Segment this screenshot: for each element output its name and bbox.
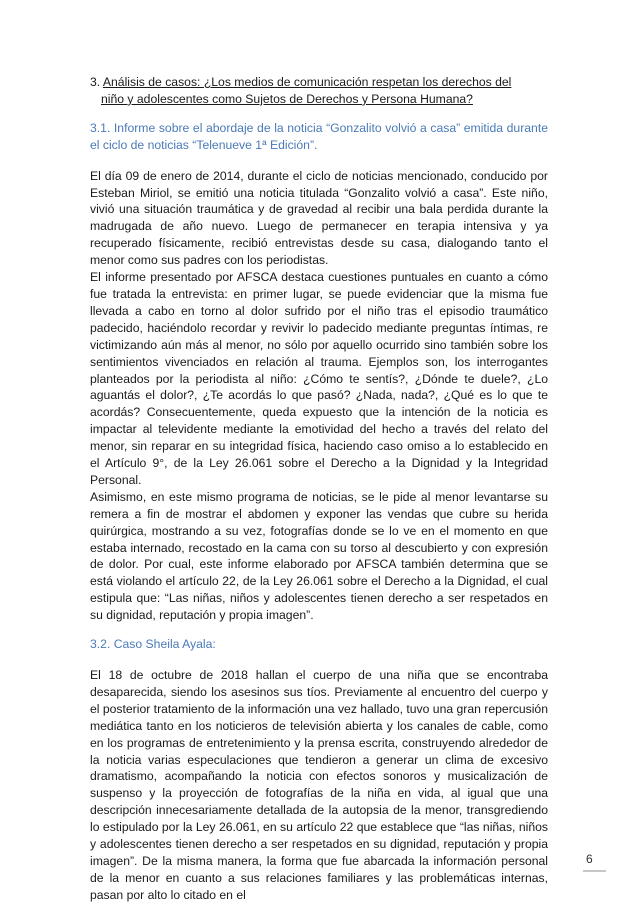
- spacer: [90, 624, 548, 636]
- section-3-title-line1: Análisis de casos: ¿Los medios de comunicación respetan los derechos del: [102, 75, 512, 89]
- document-body: [90, 74, 548, 904]
- section-3-1-heading: 3.1. Informe sobre el abordaje de la noticia “Gonzalito volvió a casa” emitida durante el ciclo de noticias “Telenueve 1ª Edición”.: [90, 120, 548, 152]
- section-3-heading: [90, 74, 548, 108]
- section-3-2-heading: 3.2. Caso Sheila Ayala:: [90, 637, 216, 652]
- section-3-2-paragraph-1: El 18 de octubre de 2018 hallan el cuerpo de una niña que se encontraba desaparecida, siendo los asesinos sus tíos. Previamente al encuentro del cuerpo y el posterior tratamiento de la información una vez hallado, tuvo una gran repercusión mediática tanto en los noticieros de televisión abierta y los canales de cable, como en los programas de entretenimiento y la prensa escrita, construyendo alrededor de la noticia varias especulaciones que tendieron a generar un clima de excesivo dramatismo, acompañando la noticia con efectos sonoros y musicalización de suspenso y la proyección de fotografías de la niña en vida, al igual que una descripción innecesariamente detallada de la autopsia de la menor, transgrediendo lo estipulado por la Ley 26.061, en su artículo 22 que establece que “las niñas, niños y adolescentes tienen derecho a ser respetados en su dignidad, reputación y propia imagen”. De la misma manera, la forma que fue abarcada la información personal de la menor en cuanto a sus relaciones familiares y las problemáticas internas, pasan por alto lo citado en el: [90, 668, 548, 902]
- page-number: 6: [586, 852, 593, 866]
- section-3-title-line2: niño y adolescentes como Sujetos de Derechos y Persona Humana?: [101, 91, 473, 106]
- section-3-1-paragraph-1: El día 09 de enero de 2014, durante el ciclo de noticias mencionado, conducido por Esteban Miriol, se emitió una noticia titulada “Gonzalito volvió a casa”. Este niño, vivió una situación traumática y de gravedad al recibir una bala perdida durante la madrugada de año nuevo. Luego de permanecer en terapia intensiva y ya recuperado físicamente, recibió entrevistas desde su casa, dialogando tanto el menor como sus padres con los periodistas.: [90, 168, 548, 268]
- section-3-1-paragraph-2: El informe presentado por AFSCA destaca cuestiones puntuales en cuanto a cómo fue tratada la entrevista: en primer lugar, se puede evidenciar que la misma fue llevada a cabo en torno al dolor sufrido por el niño tras el episodio traumático padecido, haciéndolo recordar y revivir lo padecido mediante preguntas íntimas, re victimizando aún más al menor, no sólo por aquello ocurrido sino también sobre los sentimientos vivenciados en relación al trauma. Ejemplos son, los interrogantes planteados por la periodista al niño: ¿Cómo te sentís?, ¿Dónde te duele?, ¿Lo aguantás el dolor?, ¿Te acordás lo que pasó? ¿Nada, nada?, ¿Qué es lo que te acordás? Consecuentemente, queda expuesto que la intención de la noticia es impactar al televidente mediante la emotividad del hecho a través del relato del menor, sin reparar en su integridad física, haciendo caso omiso a lo establecido en el Artículo 9°, de la Ley 26.061 sobre el Derecho a la Dignidad y la Integridad Personal.: [90, 270, 548, 487]
- section-3-1-paragraph-3: Asimismo, en este mismo programa de noticias, se le pide al menor levantarse su remera a fin de mostrar el abdomen y exponer las vendas que cubre su herida quirúrgica, mostrando a su vez, fotografías donde se lo ve en el momento en que estaba internado, recostado en la cama con su torso al descubierto y con expresión de dolor. Por cual, este informe elaborado por AFSCA también determina que se está violando el artículo 22, de la Ley 26.061 sobre el Derecho a la Dignidad, el cual estipula que: “Las niñas, niños y adolescentes tienen derecho a ser respetados en su dignidad, reputación y propia imagen”.: [90, 489, 548, 623]
- page-number-rule: [583, 870, 606, 872]
- section-3-number: 3.: [90, 75, 101, 89]
